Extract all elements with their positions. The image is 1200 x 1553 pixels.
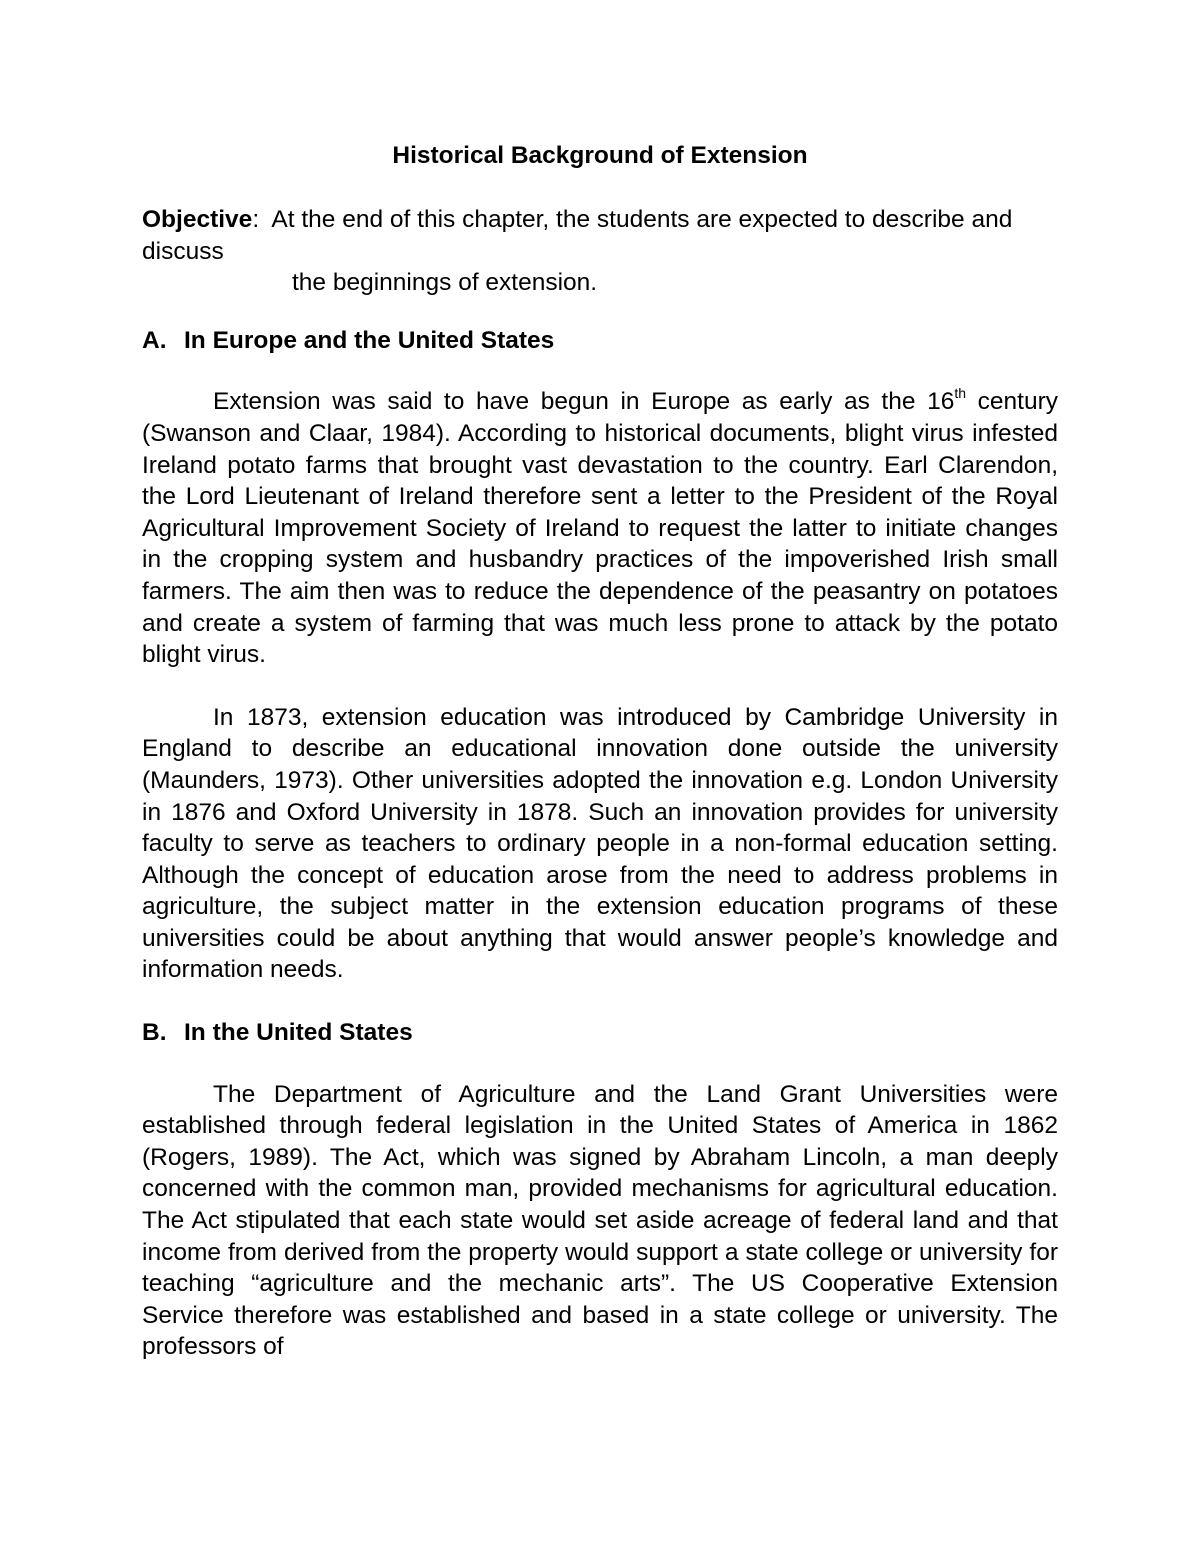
document-title: Historical Background of Extension <box>392 142 808 169</box>
objective-text-line2: the beginnings of extension. <box>292 269 598 297</box>
paragraph-text: Extension was said to have begun in Europe as early as the 16 <box>213 388 955 416</box>
section-a-heading <box>142 325 1058 357</box>
objective-colon: : <box>252 206 260 233</box>
section-b-letter: B. <box>142 1019 167 1047</box>
section-b-paragraph-1: The Department of Agriculture and the Land Grant Universities were established through federal legislation in the United States of America in 1862 (Rogers, 1989). The Act, which was signed by Abraham Lincoln, a man deeply concerned with the common man, provided mechanisms for agricultural education. The Act stipulated that each state would set aside acreage of federal land and that income from derived from the property would support a state college or university for teaching “agriculture and the mechanic arts”. The US Cooperative Extension Service therefore was established and based in a state college or university. The professors of <box>142 1080 1058 1361</box>
objective-text-line1: At the end of this chapter, the students are expected to describe and discuss <box>142 206 1013 265</box>
ordinal-superscript: th <box>954 385 967 402</box>
paragraph-text: century (Swanson and Claar, 1984). According to historical documents, blight virus infested Ireland potato farms that brought vast devastation to the country. Earl Clarendon, the Lord Lieutenant of Ireland therefore sent a letter to the President of the Royal Agricultural Improvement Society of Ireland to request the latter to initiate changes in the cropping system and husbandry practices of the impoverished Irish small farmers. The aim then was to reduce the dependence of the peasantry on potatoes and create a system of farming that was much less prone to attack by the potato blight virus. <box>142 388 1058 669</box>
section-a-letter: A. <box>142 326 167 354</box>
document-body <box>142 138 1058 1363</box>
objective-block <box>142 204 1058 299</box>
section-b-title: In the United States <box>184 1019 413 1047</box>
objective-label: Objective <box>142 206 253 233</box>
section-a-title: In Europe and the United States <box>184 326 555 354</box>
section-a-paragraph-2: In 1873, extension education was introduced by Cambridge University in England to describe an educational innovation done outside the university (Maunders, 1973). Other universities adopted the innovation e.g. London University in 1876 and Oxford University in 1878. Such an innovation provides for university faculty to serve as teachers to ordinary people in a non-formal education setting. Although the concept of education arose from the need to address problems in agriculture, the subject matter in the extension education programs of these universities could be about anything that would answer people’s knowledge and information needs. <box>142 703 1058 984</box>
section-b-heading <box>142 1017 1058 1049</box>
section-a-paragraph-1 <box>142 386 1058 670</box>
